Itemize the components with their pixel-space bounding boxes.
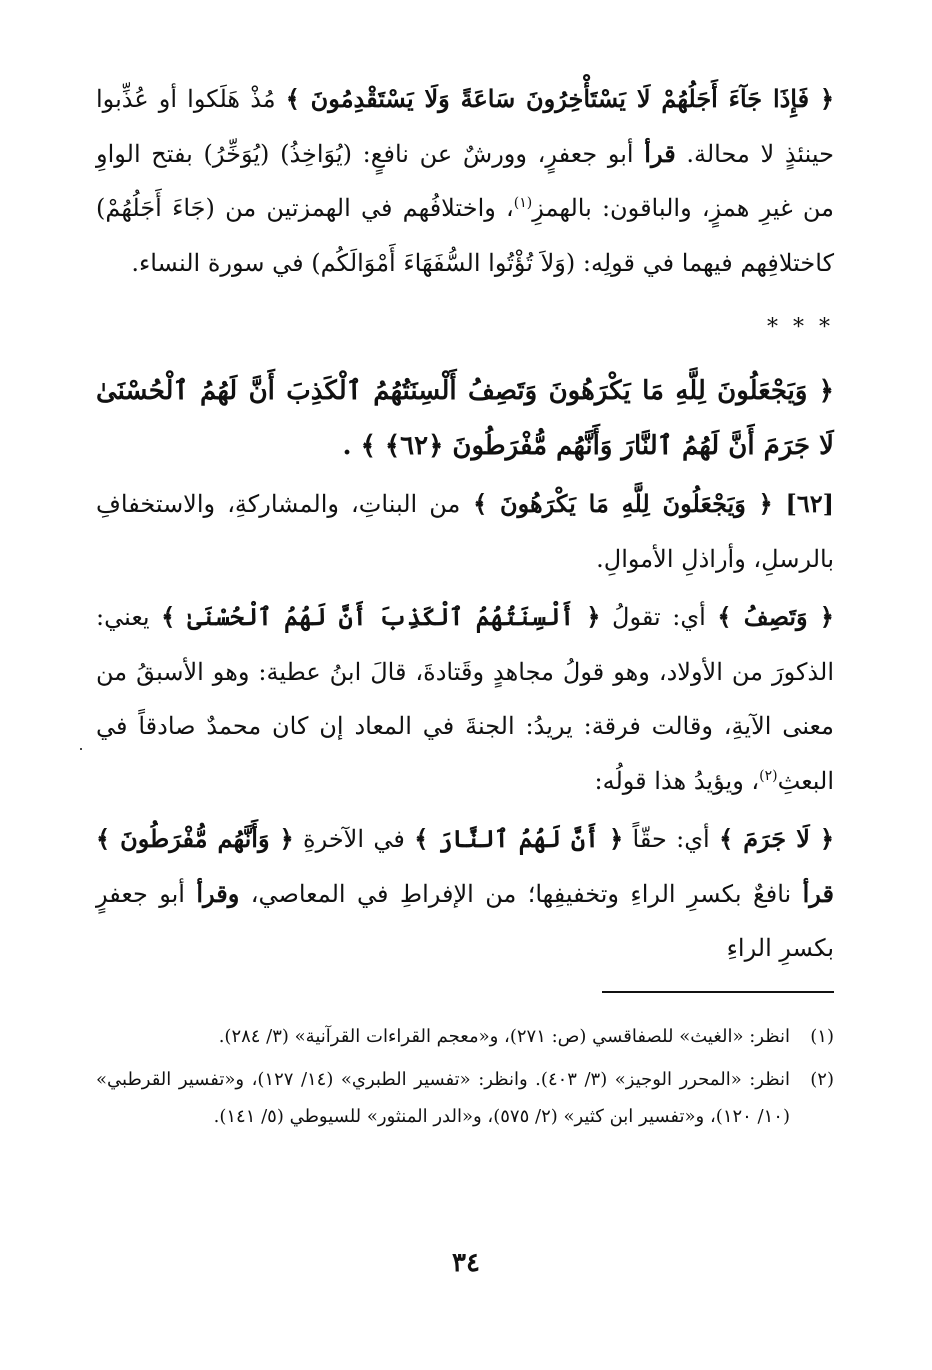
bold-keyword: قرأ [644, 138, 676, 168]
verse-number: [٦٢] [785, 489, 834, 518]
footnote-text: انظر: «المحرر الوجيز» (٣/ ٤٠٣). وانظر: «تفسير الطبري» (١٤/ ١٢٧)، و«تفسير القرطبي» (١٠/ ١٢٠)، و«تفسير ابن كثير» (٢/ ٥٧٥)، و«الدر المنثور» للسيوطي (٥/ ١٤١). [96, 1069, 790, 1127]
text-run: في الآخرةِ [293, 825, 415, 853]
text-run: من البناتِ، والمشاركةِ، والاستخفافِ بالرسلِ، وأراذلِ الأموالِ. [96, 490, 834, 573]
quran-verse: ﴿ لَا جَرَمَ ﴾ [719, 824, 835, 853]
paragraph-1 [96, 72, 834, 290]
paragraph-3 [96, 590, 834, 808]
verse-block: ﴿ وَيَجْعَلُونَ لِلَّهِ مَا يَكْرَهُونَ وَتَصِفُ أَلْسِنَتُهُمُ ٱلْكَذِبَ أَنَّ لَهُمُ ٱلْحُسْنَىٰ لَا جَرَمَ أَنَّ لَهُمُ ٱلنَّارَ وَأَنَّهُم مُّفْرَطُونَ ﴿٦٢﴾ ﴾ . [96, 376, 834, 461]
footnote-divider [602, 991, 834, 993]
main-text [96, 72, 834, 976]
footnote-2 [96, 1061, 834, 1135]
bold-keyword: قرأ [802, 878, 834, 908]
footnote-1 [96, 1018, 834, 1055]
footnote-ref-1[interactable]: (١) [513, 195, 533, 211]
scan-speck [80, 748, 82, 750]
footnote-number: (٢) [810, 1069, 834, 1090]
bold-keyword: وقرأ [196, 878, 240, 908]
text-run: أي: حقّاً [623, 825, 720, 853]
quran-verse: ﴿ وَيَجْعَلُونَ لِلَّهِ مَا يَكْرَهُونَ ﴾ [460, 489, 786, 518]
footnotes [96, 1018, 834, 1141]
page-number: ٣٤ [452, 1248, 480, 1278]
quran-verse: ﴿ فَإِذَا جَآءَ أَجَلُهُمْ لَا يَسْتَأْخِرُونَ سَاعَةً وَلَا يَسْتَقْدِمُونَ ﴾ [285, 84, 835, 113]
quran-verse: ﴿ أَلْسِنَتُهُمُ ٱلْكَذِبَ أَنَّ لَهُمُ ٱلْحُسْنَىٰ ﴾ [161, 602, 601, 631]
text-run: نافعٌ بكسرِ الراءِ وتخفيفِها؛ من الإفراطِ في المعاصي، [239, 879, 803, 908]
paragraph-4 [96, 812, 834, 976]
section-separator: * * * [767, 315, 834, 340]
text-run: أبو جعفرٍ بكسرِ الراءِ [96, 879, 834, 962]
text-run: أي: تقولُ [600, 603, 718, 631]
text-run: مُذْ هَلَكوا أو عُذِّبوا حينئذٍ لا محالة. [96, 85, 834, 168]
footnote-number: (١) [810, 1026, 834, 1047]
quran-verse: ﴿ أَنَّ لَهُمُ ٱلنَّارَ ﴾ [414, 824, 624, 853]
footnote-ref-2[interactable]: (٢) [759, 767, 778, 784]
footnote-text: انظر: «الغيث» للصفاقسي (ص: ٢٧١)، و«معجم القراءات القرآنية» (٣/ ٢٨٤). [218, 1026, 790, 1047]
text-run: أبو جعفرٍ، وورشٌ عن نافعٍ: (يُوَاخِذُ) (يُوَخِّرُ) بفتح الواوِ من غيرِ همزٍ، والباقون: بالهمزِ [96, 139, 834, 222]
text-run: ، واختلافُهم في الهمزتين من (جَاءَ أَجَلُهُمْ) كاختلافِهم فيهما في قولِه: (وَلاَ تُؤْتُوا السُّفَهَاءَ أَمْوَالَكُم) في سورة النساء. [96, 194, 834, 277]
quran-verse: ﴿ وَتَصِفُ ﴾ [717, 602, 834, 631]
quran-verse: ﴿ وَأَنَّهُم مُّفْرَطُونَ ﴾ [96, 824, 294, 853]
text-run: ، ويؤيدُ هذا قولُه: [594, 766, 760, 795]
text-run: يعني: الذكورَ من الأولاد، وهو قولُ مجاهدٍ وقَتادةَ، قالَ ابنُ عطية: وهو الأسبقُ من معنى الآيةِ، وقالت فرقة: يريدُ: الجنةَ في المعاد إن كان محمدٌ صادقاً في البعثِ [96, 603, 834, 795]
paragraph-2 [96, 477, 834, 586]
